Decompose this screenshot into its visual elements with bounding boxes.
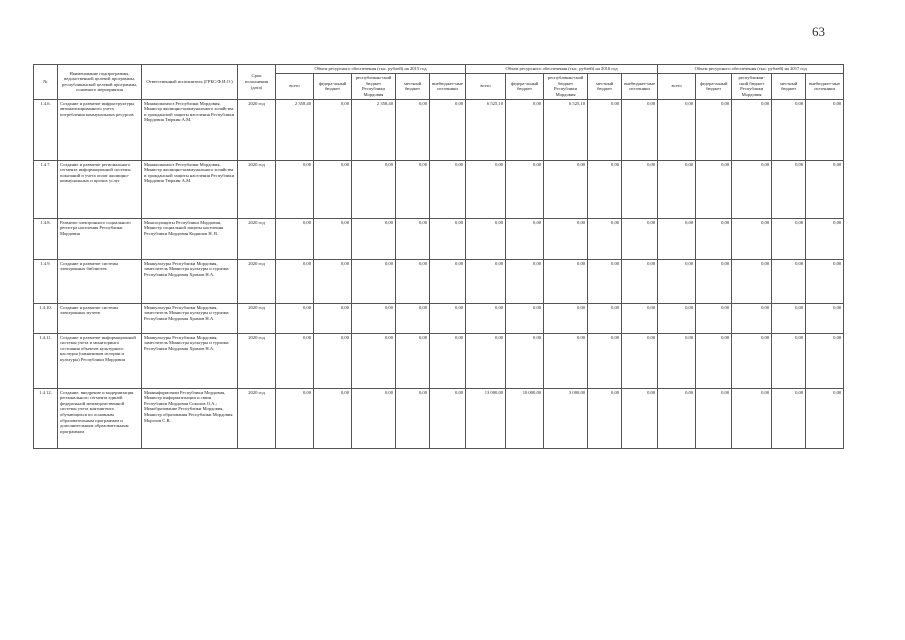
table-row <box>34 388 844 448</box>
header-name: Наименование подпрограммы, ведомственной целевой программы, республиканской целевой программы, основного мероприятия <box>58 65 142 100</box>
value-cell: 0,00 <box>544 333 588 388</box>
value-cell: 0,00 <box>622 160 658 218</box>
value-cell: 0,00 <box>506 303 544 333</box>
table-row <box>34 303 844 333</box>
value-cell: 0,00 <box>314 259 352 303</box>
row-number: 1.4.11. <box>34 333 58 388</box>
value-cell: 2 358,40 <box>276 99 314 160</box>
row-number: 1.4.6. <box>34 99 58 160</box>
value-cell: 0,00 <box>276 218 314 259</box>
header-responsible: Ответственный исполнитель (ГРБС/Ф.И.О.) <box>142 65 238 100</box>
header-sub-republic: республикан-ский бюджет Республики Мордовия <box>544 73 588 99</box>
value-cell: 0,00 <box>806 388 844 448</box>
value-cell: 0,00 <box>806 218 844 259</box>
table-body <box>34 99 844 448</box>
value-cell: 0,00 <box>544 218 588 259</box>
value-cell: 0,00 <box>658 99 696 160</box>
row-term: 2020 год <box>238 218 276 259</box>
value-cell: 0,00 <box>622 388 658 448</box>
value-cell: 0,00 <box>658 259 696 303</box>
value-cell: 0,00 <box>622 333 658 388</box>
value-cell: 2 358,40 <box>352 99 396 160</box>
row-number: 1.4.12. <box>34 388 58 448</box>
header-sub-extra: внебюджет-ные источники <box>622 73 658 99</box>
row-term: 2020 год <box>238 160 276 218</box>
value-cell: 0,00 <box>466 160 506 218</box>
value-cell: 0,00 <box>466 333 506 388</box>
value-cell: 0,00 <box>588 160 622 218</box>
value-cell: 0,00 <box>506 333 544 388</box>
value-cell: 0,00 <box>622 259 658 303</box>
value-cell: 0,00 <box>466 259 506 303</box>
header-sub-total: всего <box>658 73 696 99</box>
header-sub-local: местный бюджет <box>772 73 806 99</box>
value-cell: 0,00 <box>430 99 466 160</box>
header-sub-extra: внебюджет-ные источники <box>806 73 844 99</box>
value-cell: 3 000,00 <box>544 388 588 448</box>
row-responsible: Минжилкомхоз Республики Мордовия, Министр жилищно-коммунального хозяйства и гражданской защиты населения Республики Мордовия Тюркин А.М. <box>142 160 238 218</box>
value-cell: 0,00 <box>430 333 466 388</box>
row-term: 2020 год <box>238 388 276 448</box>
value-cell: 0,00 <box>276 303 314 333</box>
value-cell: 0,00 <box>732 218 772 259</box>
header-sub-federal: федера-льный бюджет <box>696 73 732 99</box>
row-term: 2020 год <box>238 303 276 333</box>
value-cell: 0,00 <box>430 303 466 333</box>
value-cell: 0,00 <box>622 218 658 259</box>
value-cell: 0,00 <box>588 99 622 160</box>
value-cell: 0,00 <box>772 388 806 448</box>
value-cell: 0,00 <box>732 388 772 448</box>
value-cell: 0,00 <box>314 388 352 448</box>
value-cell: 0,00 <box>772 303 806 333</box>
value-cell: 0,00 <box>696 99 732 160</box>
value-cell: 0,00 <box>506 259 544 303</box>
value-cell: 0,00 <box>732 99 772 160</box>
value-cell: 0,00 <box>276 333 314 388</box>
row-name: Создание и развитие инфраструктуры автоматизированного учета потребления коммунальных ресурсов <box>58 99 142 160</box>
value-cell: 0,00 <box>430 218 466 259</box>
value-cell: 0,00 <box>506 99 544 160</box>
value-cell: 0,00 <box>622 99 658 160</box>
value-cell: 0,00 <box>430 388 466 448</box>
row-name: Создание и развитие системы электронных библиотек <box>58 259 142 303</box>
value-cell: 0,00 <box>588 388 622 448</box>
value-cell: 0,00 <box>588 333 622 388</box>
value-cell: 0,00 <box>352 333 396 388</box>
value-cell: 0,00 <box>314 99 352 160</box>
header-sub-local: местный бюджет <box>396 73 430 99</box>
value-cell: 0,00 <box>732 259 772 303</box>
row-number: 1.4.7. <box>34 160 58 218</box>
row-term: 2020 год <box>238 99 276 160</box>
value-cell: 0,00 <box>396 388 430 448</box>
value-cell: 0,00 <box>696 388 732 448</box>
header-sub-local: местный бюджет <box>588 73 622 99</box>
value-cell: 0,00 <box>352 303 396 333</box>
value-cell: 0,00 <box>806 259 844 303</box>
value-cell: 0,00 <box>396 259 430 303</box>
header-row-top <box>34 65 844 74</box>
value-cell: 0,00 <box>806 99 844 160</box>
value-cell: 0,00 <box>658 388 696 448</box>
value-cell: 0,00 <box>658 333 696 388</box>
value-cell: 0,00 <box>466 303 506 333</box>
row-name: Развитие электронного социального регистра населения Республики Мордовия <box>58 218 142 259</box>
row-term: 2020 год <box>238 333 276 388</box>
value-cell: 0,00 <box>732 160 772 218</box>
value-cell: 0,00 <box>276 160 314 218</box>
header-group-2015: Объем ресурсного обеспечения (тыс. рублей) на 2015 год <box>276 65 466 74</box>
value-cell: 0,00 <box>396 218 430 259</box>
value-cell: 0,00 <box>314 303 352 333</box>
value-cell: 0,00 <box>396 303 430 333</box>
table-row <box>34 259 844 303</box>
value-cell: 0,00 <box>588 218 622 259</box>
table-row <box>34 333 844 388</box>
value-cell: 0,00 <box>466 218 506 259</box>
table-row <box>34 99 844 160</box>
table-row <box>34 160 844 218</box>
value-cell: 0,00 <box>696 218 732 259</box>
value-cell: 0,00 <box>696 333 732 388</box>
value-cell: 0,00 <box>396 160 430 218</box>
value-cell: 0,00 <box>806 160 844 218</box>
row-responsible: Минкультуры Республики Мордовия, заместитель Министра культуры и туризма Республики Мордовия Храмов Н.А. <box>142 259 238 303</box>
value-cell: 0,00 <box>276 259 314 303</box>
header-sub-federal: федера-льный бюджет <box>314 73 352 99</box>
row-responsible: Минжилкомхоз Республики Мордовия, Министр жилищно-коммунального хозяйства и гражданской защиты населения Республики Мордовия Тюркин А.М. <box>142 99 238 160</box>
header-sub-republic: республикан-ский бюджет Республики Мордовия <box>732 73 772 99</box>
value-cell: 0,00 <box>772 259 806 303</box>
row-term: 2020 год <box>238 259 276 303</box>
value-cell: 0,00 <box>772 160 806 218</box>
value-cell: 0,00 <box>806 333 844 388</box>
value-cell: 0,00 <box>430 160 466 218</box>
value-cell: 0,00 <box>622 303 658 333</box>
value-cell: 0,00 <box>314 218 352 259</box>
row-responsible: Минсоцзащиты Республики Мордовия, Министр социальной защиты населения Республики Мордовия Кидяшов Н. В. <box>142 218 238 259</box>
row-responsible: Минкультуры Республики Мордовия, заместитель Министра культуры и туризма Республики Мордовия Храмов Н.А. <box>142 333 238 388</box>
header-group-2016: Объем ресурсного обеспечения (тыс. рублей) на 2016 год <box>466 65 658 74</box>
value-cell: 13 000,00 <box>466 388 506 448</box>
value-cell: 0,00 <box>696 259 732 303</box>
row-name: Создание и развитие регионального сегмента информационной системы показаний и учета оплат жилищно-коммунальных и прочих услуг <box>58 160 142 218</box>
value-cell: 0,00 <box>314 333 352 388</box>
page-number: 63 <box>812 24 825 39</box>
resource-table <box>33 64 844 449</box>
value-cell: 0,00 <box>544 303 588 333</box>
row-name: Создание и развитие системы электронных музеев <box>58 303 142 333</box>
value-cell: 0,00 <box>430 259 466 303</box>
value-cell: 0,00 <box>276 388 314 448</box>
row-responsible: Минкультуры Республики Мордовия, заместитель Министра культуры и туризма Республики Мордовия Храмов Н.А. <box>142 303 238 333</box>
header-term: Срок исполнения (дата) <box>238 65 276 100</box>
header-no: № <box>34 65 58 100</box>
value-cell: 0,00 <box>588 259 622 303</box>
row-responsible: Мининформсвязи Республики Мордовия, Министр информатизации и связи Республики Мордовия Соколов О.А.; Минобразование Республики Мордовия, Министр образования Республики Мордовия Морозов С.В. <box>142 388 238 448</box>
value-cell: 0,00 <box>506 160 544 218</box>
value-cell: 0,00 <box>696 160 732 218</box>
table-row <box>34 218 844 259</box>
value-cell: 0,00 <box>352 160 396 218</box>
value-cell: 0,00 <box>352 218 396 259</box>
value-cell: 0,00 <box>588 303 622 333</box>
value-cell: 10 000,00 <box>506 388 544 448</box>
value-cell: 0,00 <box>732 333 772 388</box>
value-cell: 0,00 <box>396 99 430 160</box>
value-cell: 0,00 <box>506 218 544 259</box>
row-name: Создание, внедрение и модернизация регионального сегмента единой федеральной межведомственной системы учета контингента обучающихся по основным образовательным программам и дополнительным образовательным программам <box>58 388 142 448</box>
value-cell: 0,00 <box>772 218 806 259</box>
header-sub-total: всего <box>276 73 314 99</box>
value-cell: 0,00 <box>658 303 696 333</box>
value-cell: 0,00 <box>396 333 430 388</box>
header-sub-extra: внебюджет-ные источники <box>430 73 466 99</box>
value-cell: 0,00 <box>696 303 732 333</box>
row-name: Создание и развитие информационной системы учета и мониторинга состояния объектов культурного наследия (памятников истории и культуры) Республики Мордовия <box>58 333 142 388</box>
value-cell: 0,00 <box>544 259 588 303</box>
value-cell: 6 525,10 <box>466 99 506 160</box>
value-cell: 0,00 <box>352 259 396 303</box>
value-cell: 0,00 <box>544 160 588 218</box>
value-cell: 0,00 <box>772 99 806 160</box>
header-sub-republic: республикан-ский бюджет Республики Мордовия <box>352 73 396 99</box>
row-number: 1.4.10. <box>34 303 58 333</box>
value-cell: 0,00 <box>772 333 806 388</box>
value-cell: 6 525,10 <box>544 99 588 160</box>
value-cell: 0,00 <box>732 303 772 333</box>
value-cell: 0,00 <box>658 160 696 218</box>
row-number: 1.4.8. <box>34 218 58 259</box>
header-sub-total: всего <box>466 73 506 99</box>
value-cell: 0,00 <box>352 388 396 448</box>
header-sub-federal: федера-льный бюджет <box>506 73 544 99</box>
value-cell: 0,00 <box>658 218 696 259</box>
value-cell: 0,00 <box>806 303 844 333</box>
header-group-2017: Объем ресурсного обеспечения (тыс. рублей) на 2017 год <box>658 65 844 74</box>
row-number: 1.4.9. <box>34 259 58 303</box>
value-cell: 0,00 <box>314 160 352 218</box>
